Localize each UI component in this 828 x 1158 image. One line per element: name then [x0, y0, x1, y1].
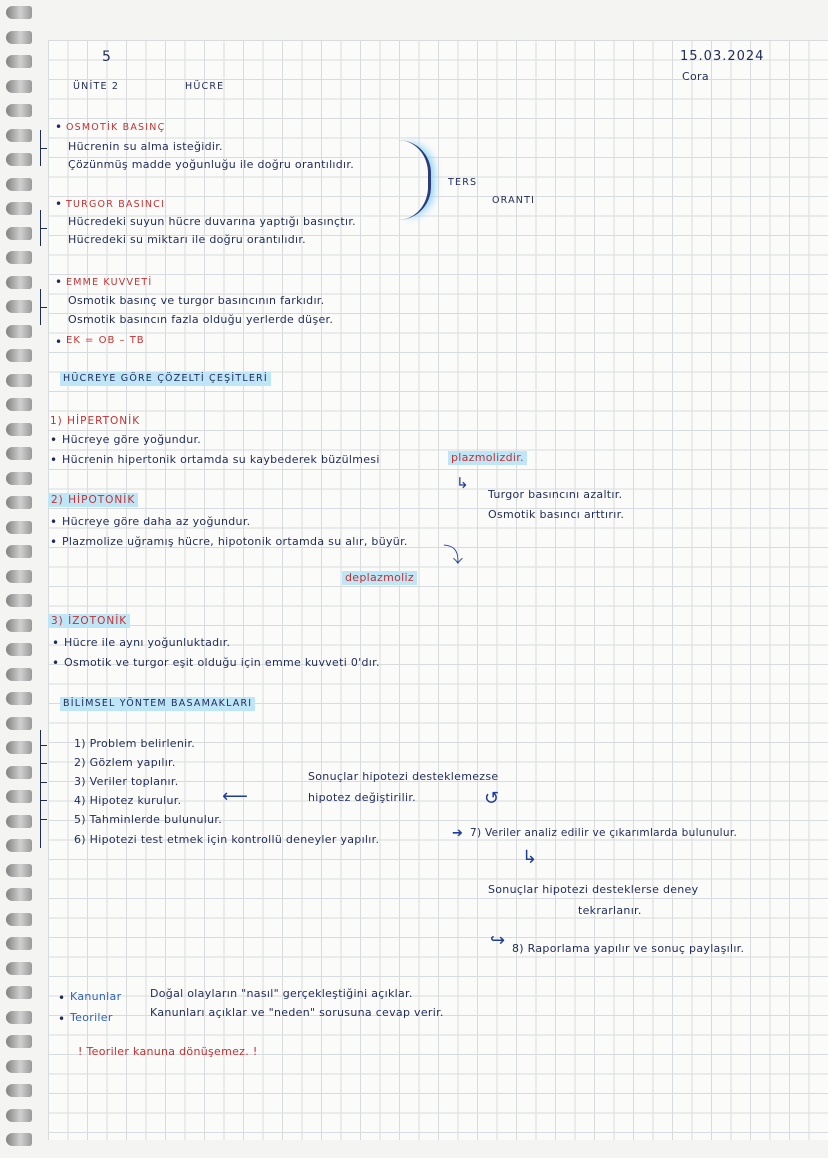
brace-tick — [40, 800, 47, 801]
binding-ring — [6, 986, 32, 999]
osmotik-title: OSMOTİK BASINÇ — [66, 122, 166, 133]
binding-ring — [6, 447, 32, 460]
izotonik-title: 3) İZOTONİK — [48, 614, 130, 628]
teoriler-label: Teoriler — [70, 1011, 113, 1024]
left-arrow-icon: ⟵ — [222, 786, 248, 807]
ters-label: TERS — [448, 177, 478, 188]
bullet: • — [50, 433, 58, 447]
brace-tick — [40, 228, 47, 229]
binding-ring — [6, 251, 32, 264]
brace-tick — [40, 307, 47, 308]
binding-ring — [6, 227, 32, 240]
emme-line-2: Osmotik basıncın fazla olduğu yerlerde düşer. — [68, 313, 334, 326]
binding-ring — [6, 839, 32, 852]
turgor-line-1: Hücredeki suyun hücre duvarına yaptığı basınçtır. — [68, 215, 356, 228]
binding-ring — [6, 153, 32, 166]
unit-label: ÜNİTE 2 — [73, 81, 120, 92]
bullet: • — [58, 991, 66, 1005]
binding-ring — [6, 717, 32, 730]
hipotonik-line-1: Hücreye göre daha az yoğundur. — [62, 515, 251, 528]
emme-line-1: Osmotik basınç ve turgor basıncının farkıdır. — [68, 294, 325, 307]
bullet: • — [55, 197, 63, 211]
osmotik-effect: Osmotik basıncı arttırır. — [488, 508, 625, 521]
binding-ring — [6, 1133, 32, 1146]
spiral-binding — [0, 0, 40, 1158]
brace-tick — [40, 763, 47, 764]
turgor-effect: Turgor basıncını azaltır. — [488, 488, 623, 501]
hipertonik-line-2: Hücrenin hipertonik ortamda su kaybederek büzülmesi — [62, 453, 380, 466]
binding-ring — [6, 815, 32, 828]
kanunlar-label: Kanunlar — [70, 990, 122, 1003]
binding-ring — [6, 962, 32, 975]
topic-label: HÜCRE — [185, 81, 225, 92]
binding-ring — [6, 129, 32, 142]
binding-ring — [6, 766, 32, 779]
bullet: • — [50, 535, 58, 549]
oranti-label: ORANTI — [492, 195, 536, 206]
turgor-title: TURGOR BASINCI — [66, 199, 166, 210]
binding-ring — [6, 349, 32, 362]
binding-ring — [6, 104, 32, 117]
hipertonik-title: 1) HİPERTONİK — [50, 415, 141, 427]
binding-ring — [6, 1109, 32, 1122]
osmotik-line-1: Hücrenin su alma isteğidir. — [68, 140, 223, 153]
binding-ring — [6, 790, 32, 803]
emme-title: EMME KUVVETİ — [66, 277, 153, 288]
curved-arrow-icon: ↪ — [490, 930, 506, 951]
turgor-line-2: Hücredeki su miktarı ile doğru orantılıdır. — [68, 233, 306, 246]
hipotonik-title: 2) HİPOTONİK — [48, 493, 138, 507]
binding-ring — [6, 300, 32, 313]
binding-ring — [6, 6, 32, 19]
down-arrow-icon: ↳ — [522, 847, 538, 868]
bullet: • — [58, 1012, 66, 1026]
binding-ring — [6, 31, 32, 44]
binding-ring — [6, 570, 32, 583]
date: 15.03.2024 — [680, 49, 765, 64]
note-teoriler: ! Teoriler kanuna dönüşemez. ! — [78, 1045, 258, 1058]
binding-ring — [6, 741, 32, 754]
hipotonik-line-2: Plazmolize uğramış hücre, hipotonik ortamda su alır, büyür. — [62, 535, 408, 548]
signature: Cora — [682, 70, 709, 83]
step-3: 3) Veriler toplanır. — [74, 775, 179, 788]
binding-ring — [6, 545, 32, 558]
brace — [40, 730, 49, 848]
binding-ring — [6, 178, 32, 191]
binding-ring — [6, 202, 32, 215]
binding-ring — [6, 594, 32, 607]
binding-ring — [6, 643, 32, 656]
brace-tick — [40, 819, 47, 820]
bullet: • — [55, 120, 63, 134]
binding-ring — [6, 1060, 32, 1073]
right-arrow-icon: ➔ — [452, 826, 463, 841]
curved-arrow-icon: ⤵ — [443, 543, 463, 567]
binding-ring — [6, 1011, 32, 1024]
step-6: 6) Hipotezi test etmek için kontrollü deneyler yapılır. — [74, 833, 380, 846]
binding-ring — [6, 55, 32, 68]
curved-arrow-icon: ↺ — [484, 788, 500, 809]
osmotik-line-2: Çözünmüş madde yoğunluğu ile doğru orantılıdır. — [68, 158, 355, 171]
binding-ring — [6, 398, 32, 411]
bullet: • — [55, 275, 63, 289]
binding-ring — [6, 1035, 32, 1048]
step-8: 8) Raporlama yapılır ve sonuç paylaşılır. — [512, 942, 745, 955]
brace-tick — [40, 148, 47, 149]
binding-ring — [6, 80, 32, 93]
hipertonik-line-1: Hücreye göre yoğundur. — [62, 433, 202, 446]
binding-ring — [6, 692, 32, 705]
step-7: 7) Veriler analiz edilir ve çıkarımlarda bulunulur. — [470, 827, 738, 839]
binding-ring — [6, 1084, 32, 1097]
binding-ring — [6, 864, 32, 877]
teoriler-text: Kanunları açıklar ve "neden" sorusuna cevap verir. — [150, 1006, 444, 1019]
kanunlar-text: Doğal olayların "nasıl" gerçekleştiğini açıklar. — [150, 987, 413, 1000]
binding-ring — [6, 276, 32, 289]
brace-tick — [40, 745, 47, 746]
side-note-3: Sonuçlar hipotezi desteklerse deney — [488, 883, 699, 896]
izotonik-line-2: Osmotik ve turgor eşit olduğu için emme kuvveti 0'dır. — [64, 656, 380, 669]
binding-ring — [6, 496, 32, 509]
page-number: 5 — [102, 49, 112, 65]
binding-ring — [6, 472, 32, 485]
section-title-scientific-method: BİLİMSEL YÖNTEM BASAMAKLARI — [60, 697, 255, 711]
step-4: 4) Hipotez kurulur. — [74, 794, 182, 807]
plazmoliz-label: plazmolizdir. — [448, 451, 527, 465]
step-2: 2) Gözlem yapılır. — [74, 756, 176, 769]
section-title-solutions: HÜCREYE GÖRE ÇÖZELTİ ÇEŞİTLERİ — [60, 372, 271, 386]
bullet: • — [50, 515, 58, 529]
binding-ring — [6, 325, 32, 338]
step-5: 5) Tahminlerde bulunulur. — [74, 813, 223, 826]
side-note-2: hipotez değiştirilir. — [308, 791, 416, 804]
binding-ring — [6, 913, 32, 926]
emme-formula: EK = OB – TB — [66, 335, 145, 346]
izotonik-line-1: Hücre ile aynı yoğunluktadır. — [64, 636, 231, 649]
binding-ring — [6, 937, 32, 950]
bullet: • — [52, 636, 60, 650]
binding-ring — [6, 374, 32, 387]
bullet: • — [50, 453, 58, 467]
brace-tick — [40, 782, 47, 783]
step-1: 1) Problem belirlenir. — [74, 737, 196, 750]
curved-arrow-icon: ↳ — [456, 474, 469, 492]
binding-ring — [6, 888, 32, 901]
deplazmoliz-label: deplazmoliz — [342, 571, 417, 585]
bullet: • — [52, 656, 60, 670]
binding-ring — [6, 423, 32, 436]
bullet: • — [55, 335, 63, 349]
side-note-1: Sonuçlar hipotezi desteklemezse — [308, 770, 499, 783]
side-note-4: tekrarlanır. — [578, 904, 642, 917]
binding-ring — [6, 619, 32, 632]
binding-ring — [6, 521, 32, 534]
binding-ring — [6, 668, 32, 681]
